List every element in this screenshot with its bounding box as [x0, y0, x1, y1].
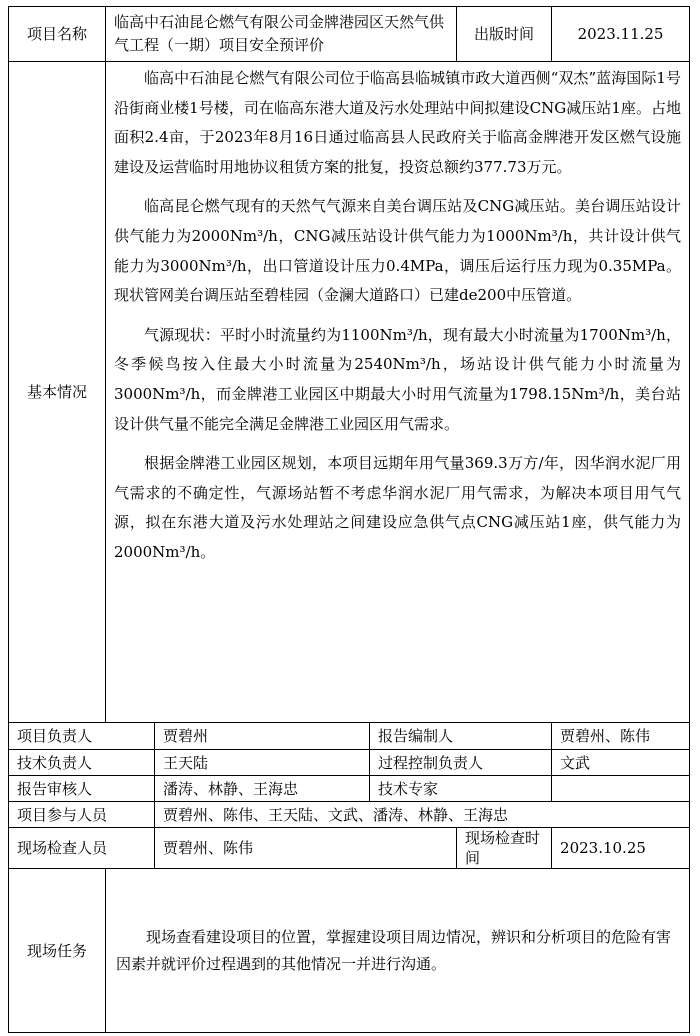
basic-info-label: 基本情况: [9, 62, 106, 723]
inspection-time: 2023.10.25: [552, 828, 690, 869]
process-control: 文武: [552, 750, 690, 776]
info-table: [8, 6, 690, 1033]
basic-paragraph-2: 临高昆仑燃气现有的天然气气源来自美台调压站及CNG减压站。美台调压站设计供气能力为2000Nm³/h，CNG减压站设计供气能力为1000Nm³/h，共计设计供气能力为3000Nm³/h，出口管道设计压力0.4MPa，调压后运行压力现为0.35MPa。现状管网美台调压站至碧桂园（金澜大道路口）已建de200中压管道。: [114, 197, 682, 305]
project-name: 临高中石油昆仑燃气有限公司金牌港园区天然气供气工程（一期）项目安全预评价: [106, 7, 457, 62]
participants: 贾碧州、陈伟、王天陆、文武、潘涛、林静、王海忠: [155, 802, 690, 828]
tech-leader-label: 技术负责人: [9, 750, 155, 776]
staff-row-1: [9, 723, 690, 750]
publish-time: 2023.11.25: [552, 7, 690, 62]
staff-row-3: [9, 776, 690, 802]
tech-expert: [552, 776, 690, 802]
project-leader-label: 项目负责人: [9, 723, 155, 750]
report-author-label: 报告编制人: [370, 723, 552, 750]
reviewer-label: 报告审核人: [9, 776, 155, 802]
participants-label: 项目参与人员: [9, 802, 155, 828]
publish-time-label: 出版时间: [457, 7, 552, 62]
basic-info-row: [9, 62, 690, 723]
basic-paragraph-1: 临高中石油昆仑燃气有限公司位于临高县临城镇市政大道西侧“双杰”蓝海国际1号沿街商业楼1号楼，司在临高东港大道及污水处理站中间拟建设CNG减压站1座。占地面积2.4亩，于2023年8月16日通过临高县人民政府关于临高金牌港开发区燃气设施建设及运营临时用地协议租赁方案的批复，投资总额约377.73万元。: [114, 69, 682, 176]
project-name-label: 项目名称: [9, 7, 106, 62]
inspection-time-label: 现场检查时间: [457, 828, 552, 869]
project-leader: 贾碧州: [155, 723, 370, 750]
report-author: 贾碧州、陈伟: [552, 723, 690, 750]
reviewer: 潘涛、林静、王海忠: [155, 776, 370, 802]
basic-paragraph-3: 气源现状：平时小时流量约为1100Nm³/h，现有最大小时流量为1700Nm³/h，冬季候鸟按入住最大小时流量为2540Nm³/h，场站设计供气能力小时流量为3000Nm³/h，而金牌港工业园区中期最大小时用气流量为1798.15Nm³/h，美台站设计供气量不能完全满足金牌港工业园区用气需求。: [114, 325, 682, 433]
inspectors-label: 现场检查人员: [9, 828, 155, 869]
basic-paragraph-4: 根据金牌港工业园区规划，本项目远期年用气量369.3万方/年，因华润水泥厂用气需求的不确定性，气源场站暂不考虑华润水泥厂用气需求，为解决本项目用气气源，拟在东港大道及污水处理站之间建设应急供气点CNG减压站1座，供气能力为2000Nm³/h。: [114, 454, 682, 561]
tech-leader: 王天陆: [155, 750, 370, 776]
staff-row-2: [9, 750, 690, 776]
task-label: 现场任务: [9, 869, 106, 1033]
tech-expert-label: 技术专家: [370, 776, 552, 802]
staff-row-5: [9, 828, 690, 869]
process-control-label: 过程控制负责人: [370, 750, 552, 776]
basic-info-content: [106, 62, 690, 723]
task-text: 现场查看建设项目的位置，掌握建设项目周边情况，辨识和分析项目的危险有害因素并就评价过程遇到的其他情况一并进行沟通。: [106, 869, 690, 1033]
inspectors: 贾碧州、陈伟: [155, 828, 457, 869]
task-row: [9, 869, 690, 1033]
staff-row-4: [9, 802, 690, 828]
header-row: [9, 7, 690, 62]
